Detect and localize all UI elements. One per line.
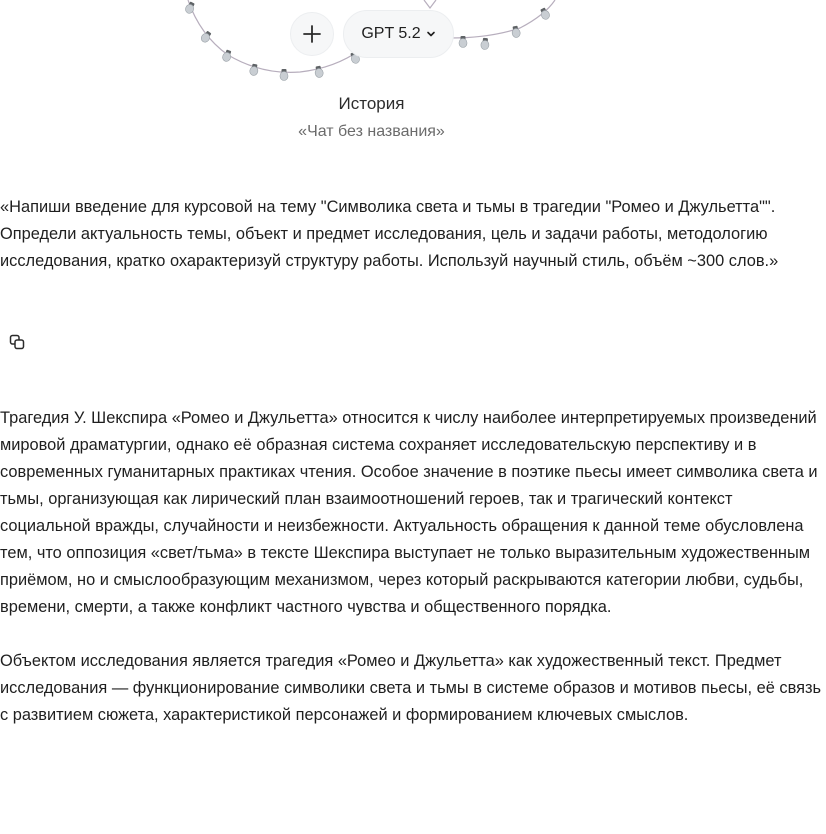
garland-bulb [200,30,213,44]
garland-wire-right [450,0,555,38]
copy-icon [8,333,26,351]
copy-button[interactable] [6,331,28,353]
assistant-message [0,405,822,756]
history-chat-title[interactable]: «Чат без названия» [298,123,445,140]
garland-bulb [539,7,551,21]
model-selector-label: GPT 5.2 [361,25,421,42]
plus-icon [302,24,322,44]
garland-bulb [511,25,521,38]
model-selector-button[interactable] [343,10,454,58]
garland-bulb [184,1,196,15]
history-label: История [338,94,405,113]
assistant-paragraph: Трагедия У. Шекспира «Ромео и Джульетта» относится к числу наиболее интерпретируемых произведений мировой драматургии, однако её образная система сохраняет исследовательскую перспективу и в современных гуманитарных практиках чтения. Особое значение в поэтике пьесы имеет символика света и тьмы, организующая как лирический план взаимоотношений героев, так и трагический контекст социальной вражды, случайности и неизбежности. Актуальность обращения к данной теме обусловлена тем, что оппозиция «свет/тьма» в тексте Шекспира выступает не только выразительным художественным приёмом, но и смыслообразующим механизмом, через который раскрываются категории любви, судьбы, времени, смерти, а также конфликт частного чувства и общественного порядка. [0,409,818,616]
user-message: «Напиши введение для курсовой на тему "Символика света и тьмы в трагедии "Ромео и Джульетта"". Определи актуальность темы, объект и предмет исследования, цель и задачи работы, методологию исследования, кратко охарактеризуй структуру работы. Используй научный стиль, объём ~300 слов.» [0,198,779,270]
new-chat-button[interactable] [290,12,334,56]
garland-wire-left [188,0,360,72]
garland-wire-top [424,0,436,8]
chevron-down-icon [426,29,436,39]
garland-bulb [481,38,490,50]
garland-bulb [280,69,288,81]
assistant-paragraph: Объектом исследования является трагедия «Ромео и Джульетта» как художественный текст. Предмет исследования — функционирование символики света и тьмы в системе образов и мотивов пьесы, её связь с развитием сюжета, характеристикой персонажей и формированием ключевых смыслов. [0,652,822,724]
